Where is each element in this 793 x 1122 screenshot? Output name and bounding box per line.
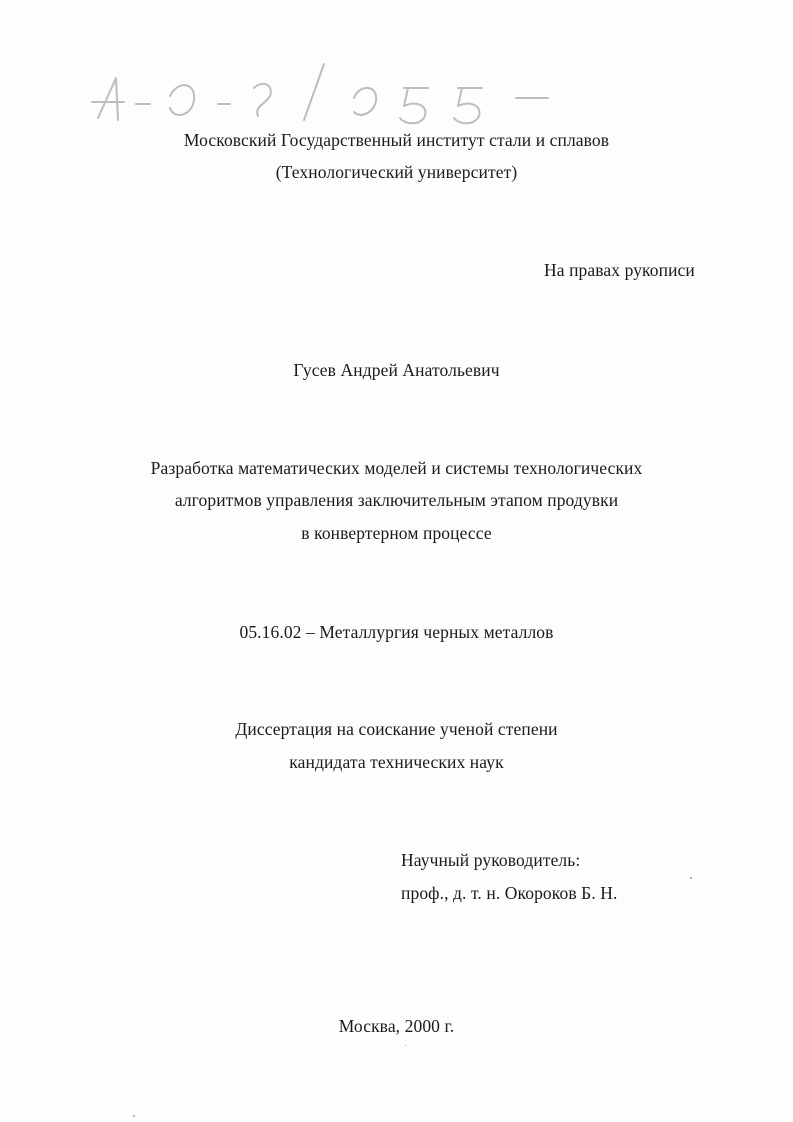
degree-line-2: кандидата технических наук	[289, 752, 504, 772]
scan-speck	[405, 1045, 406, 1046]
degree-line-1: Диссертация на соискание ученой степени	[235, 719, 558, 739]
institution-subtitle: (Технологический университет)	[275, 162, 518, 182]
supervisor-name: проф., д. т. н. Окороков Б. Н.	[401, 883, 618, 903]
manuscript-note: На правах рукописи	[544, 260, 695, 280]
supervisor-label: Научный руководитель:	[401, 850, 581, 870]
specialty-code: 05.16.02 – Металлургия черных металлов	[239, 622, 554, 642]
scan-speck	[133, 1115, 135, 1117]
institution-name: Московский Государственный институт стали и сплавов	[183, 130, 610, 150]
scan-speck	[690, 877, 692, 879]
dissertation-title-line-3: в конвертерном процессе	[301, 523, 492, 543]
author-name: Гусев Андрей Анатольевич	[293, 360, 500, 380]
handwritten-archive-number	[78, 58, 678, 138]
place-and-year: Москва, 2000 г.	[338, 1016, 455, 1036]
dissertation-title-line-1: Разработка математических моделей и системы технологических	[150, 458, 643, 478]
dissertation-title-line-2: алгоритмов управления заключительным этапом продувки	[174, 490, 619, 510]
